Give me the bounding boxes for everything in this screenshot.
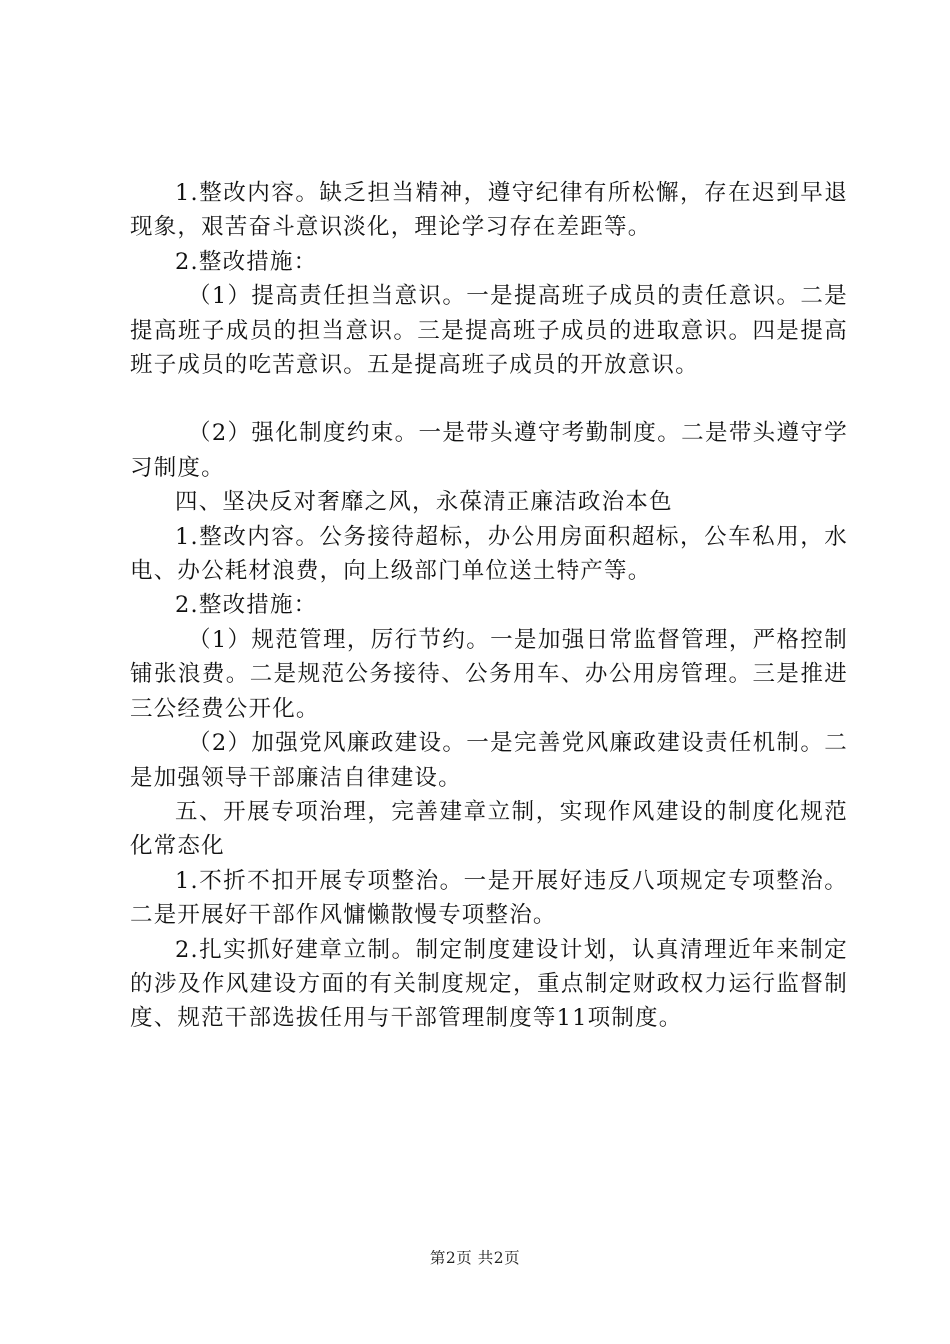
section-heading-four: 四、坚决反对奢靡之风，永葆清正廉洁政治本色 [175, 489, 673, 516]
paragraph-rectification-content-2: 1.整改内容。公务接待超标，办公用房面积超标，公车私用，水电、办公耗材浪费，向上级部门单位送土特产等。 [130, 523, 848, 585]
paragraph-measure-2: （2）强化制度约束。一是带头遵守考勤制度。二是带头遵守学习制度。 [130, 420, 848, 481]
paragraph-measures-heading: 2.整改措施： [175, 248, 318, 275]
paragraph-rules-system: 2.扎实抓好建章立制。制定制度建设计划，认真清理近年来制定的涉及作风建设方面的有关制度规定，重点制定财政权力运行监督制度、规范干部选拔任用与干部管理制度等11项制度。 [130, 936, 848, 1032]
document-body [130, 176, 848, 1036]
paragraph-measure-1: （1）提高责任担当意识。一是提高班子成员的责任意识。二是提高班子成员的担当意识。三是提高班子成员的进取意识。四是提高班子成员的吃苦意识。五是提高班子成员的开放意识。 [130, 283, 848, 379]
paragraph-special-rectification: 1.不折不扣开展专项整治。一是开展好违反八项规定专项整治。二是开展好干部作风慵懒散慢专项整治。 [130, 867, 848, 929]
paragraph-measures-heading-2: 2.整改措施： [175, 592, 318, 619]
paragraph-measure-3: （1）规范管理，厉行节约。一是加强日常监督管理，严格控制铺张浪费。二是规范公务接待、公务用车、办公用房管理。三是推进三公经费公开化。 [130, 626, 848, 722]
section-heading-five: 五、开展专项治理，完善建章立制，实现作风建设的制度化规范化常态化 [130, 798, 848, 860]
paragraph-rectification-content: 1.整改内容。缺乏担当精神，遵守纪律有所松懈，存在迟到早退现象，艰苦奋斗意识淡化，理论学习存在差距等。 [130, 180, 848, 241]
page-footer: 第2页 共2页 [429, 1249, 521, 1267]
paragraph-measure-4: （2）加强党风廉政建设。一是完善党风廉政建设责任机制。二是加强领导干部廉洁自律建设。 [130, 730, 848, 791]
